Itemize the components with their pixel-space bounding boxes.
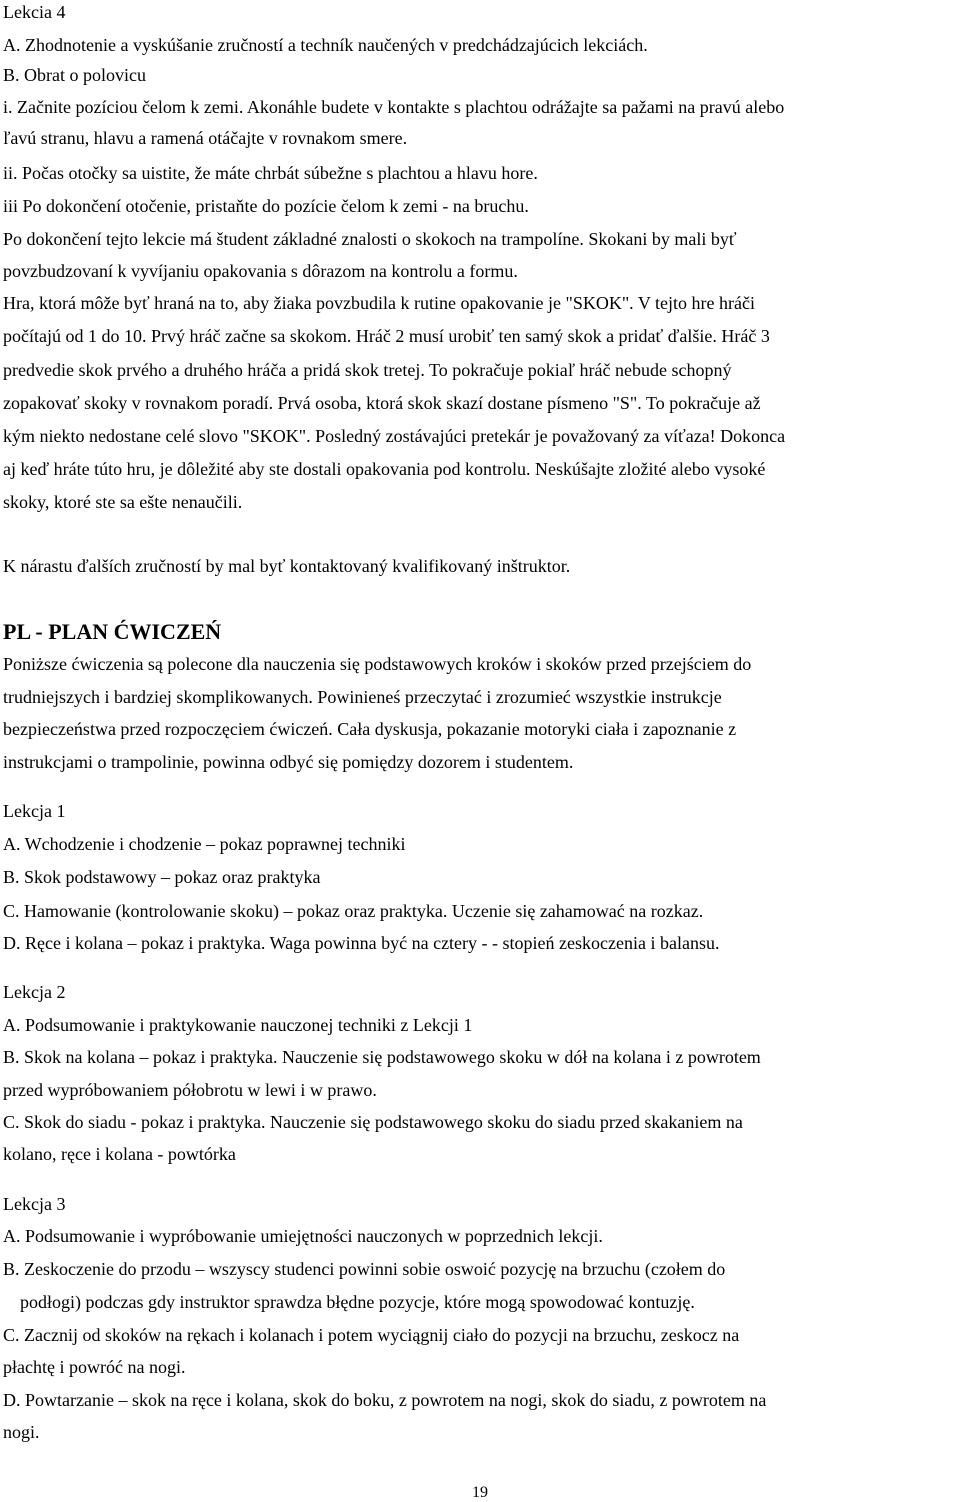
text-line: podłogi) podczas gdy instruktor sprawdza błędne pozycje, które mogą spowodować kontuzję. (20, 1292, 695, 1312)
text-line: B. Obrat o polovicu (3, 65, 146, 85)
text-line: C. Skok do siadu - pokaz i praktyka. Nauczenie się podstawowego skoku do siadu przed skakaniem na (3, 1112, 743, 1132)
text-line: D. Ręce i kolana – pokaz i praktyka. Waga powinna być na cztery - - stopień zeskoczenia i balansu. (3, 933, 720, 953)
text-line: Poniższe ćwiczenia są polecone dla nauczenia się podstawowych kroków i skoków przed przejściem do (3, 654, 752, 674)
text-line: instrukcjami o trampolinie, powinna odbyć się pomiędzy dozorem i studentem. (3, 752, 574, 772)
section-title: PL - PLAN ĆWICZEŃ (3, 619, 222, 644)
text-line: iii Po dokončení otočenie, pristaňte do pozície čelom k zemi - na bruchu. (3, 196, 529, 216)
text-line: A. Podsumowanie i praktykowanie nauczonej techniki z Lekcji 1 (3, 1015, 473, 1035)
text-line: ľavú stranu, hlavu a ramená otáčajte v rovnakom smere. (3, 128, 408, 148)
text-line: B. Skok na kolana – pokaz i praktyka. Nauczenie się podstawowego skoku w dół na kolana i z powrotem (3, 1047, 761, 1067)
text-line: A. Wchodzenie i chodzenie – pokaz poprawnej techniki (3, 834, 406, 854)
text-line: A. Podsumowanie i wypróbowanie umiejętności nauczonych w poprzednich lekcji. (3, 1226, 603, 1246)
lesson-4-heading: Lekcia 4 (3, 2, 66, 22)
text-line: C. Zacznij od skoków na rękach i kolanach i potem wyciągnij ciało do pozycji na brzuchu, zeskocz na (3, 1325, 740, 1345)
lesson-1-heading: Lekcja 1 (3, 801, 66, 821)
text-line: K nárastu ďalších zručností by mal byť kontaktovaný kvalifikovaný inštruktor. (3, 556, 571, 576)
text-line: trudniejszych i bardziej skomplikowanych. Powinieneś przeczytać i zrozumieć wszystkie instrukcje (3, 687, 722, 707)
text-line: ii. Počas otočky sa uistite, že máte chrbát súbežne s plachtou a hlavu hore. (3, 163, 538, 183)
text-line: A. Zhodnotenie a vyskúšanie zručností a techník naučených v predchádzajúcich lekciách. (3, 35, 648, 55)
text-line: aj keď hráte túto hru, je dôležité aby ste dostali opakovania pod kontrolu. Neskúšajte zložité alebo vysoké (3, 459, 766, 479)
lesson-2-heading: Lekcja 2 (3, 982, 66, 1002)
text-line: skoky, ktoré ste sa ešte nenaučili. (3, 492, 243, 512)
text-line: B. Zeskoczenie do przodu – wszyscy studenci powinni sobie oswoić pozycję na brzuchu (czołem do (3, 1259, 726, 1279)
text-line: B. Skok podstawowy – pokaz oraz praktyka (3, 867, 321, 887)
text-line: kolano, ręce i kolana - powtórka (3, 1144, 236, 1164)
text-line: Hra, ktorá môže byť hraná na to, aby žiaka povzbudila k rutine opakovanie je "SKOK". V tejto hre hráči (3, 293, 755, 313)
text-line: nogi. (3, 1422, 40, 1442)
text-line: C. Hamowanie (kontrolowanie skoku) – pokaz oraz praktyka. Uczenie się zahamować na rozkaz. (3, 901, 704, 921)
text-line: przed wypróbowaniem półobrotu w lewi i w prawo. (3, 1080, 377, 1100)
text-line: płachtę i powróć na nogi. (3, 1357, 186, 1377)
text-line: počítajú od 1 do 10. Prvý hráč začne sa skokom. Hráč 2 musí urobiť ten samý skok a pridať ďalšie. Hráč 3 (3, 326, 770, 346)
text-line: povzbudzovaní k vyvíjaniu opakovania s dôrazom na kontrolu a formu. (3, 261, 518, 281)
text-line: Po dokončení tejto lekcie má študent základné znalosti o skokoch na trampolíne. Skokani by mali byť (3, 229, 737, 249)
text-line: predvedie skok prvého a druhého hráča a pridá skok tretej. To pokračuje pokiaľ hráč nebude schopný (3, 360, 732, 380)
text-line: bezpieczeństwa przed rozpoczęciem ćwiczeń. Cała dyskusja, pokazanie motoryki ciała i zapoznanie z (3, 719, 737, 739)
text-line: i. Začnite pozíciou čelom k zemi. Akonáhle budete v kontakte s plachtou odrážajte sa pažami na pravú alebo (3, 97, 785, 117)
lesson-3-heading: Lekcja 3 (3, 1194, 66, 1214)
text-line: zopakovať skoky v rovnakom poradí. Prvá osoba, ktorá skok skazí dostane písmeno "S". To pokračuje až (3, 393, 761, 413)
text-line: kým niekto nedostane celé slovo "SKOK". Posledný zostávajúci pretekár je považovaný za víťaza! Dokonca (3, 426, 786, 446)
page-number: 19 (472, 1484, 488, 1501)
text-line: D. Powtarzanie – skok na ręce i kolana, skok do boku, z powrotem na nogi, skok do siadu, z powrotem na (3, 1390, 767, 1410)
